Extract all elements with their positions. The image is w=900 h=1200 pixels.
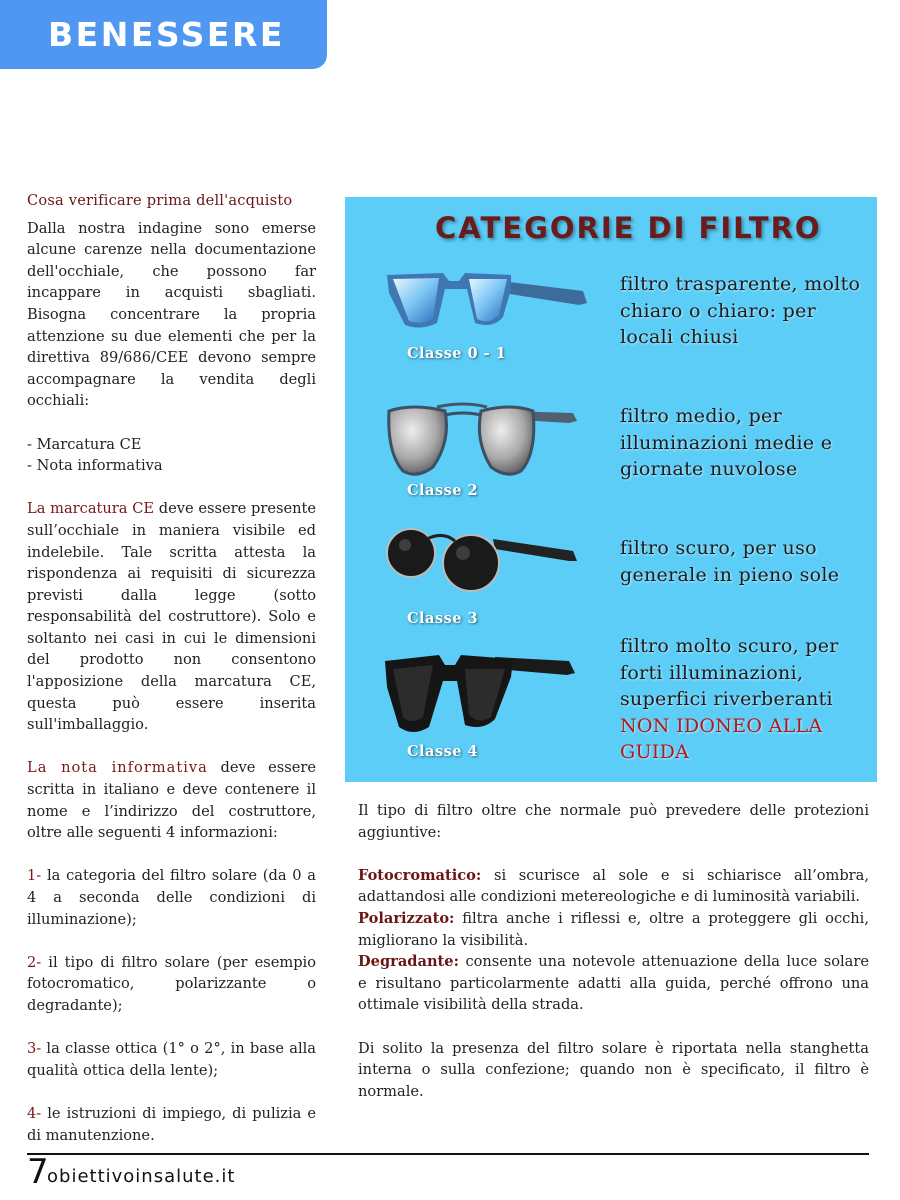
site-name: obiettivoinsalute.it xyxy=(47,1166,236,1187)
filters-outro: Di solito la presenza del filtro solare è riportata nella stanghetta interna o sulla confezione; quando non è specificato, il filtro è normale. xyxy=(358,1039,869,1100)
nota-paragraph xyxy=(27,757,316,843)
left-column xyxy=(27,190,316,1146)
filters-intro: Il tipo di filtro oltre che normale può prevedere delle protezioni aggiuntive: xyxy=(358,802,869,841)
class-description: filtro trasparente, molto chiaro o chiaro: per locali chiusi xyxy=(620,273,861,348)
box-title: CATEGORIE DI FILTRO xyxy=(435,211,822,245)
info-number: 1- xyxy=(27,867,42,885)
sunglasses-aviator-icon xyxy=(383,397,583,487)
section-heading: Cosa verificare prima dell'acquisto xyxy=(27,192,293,209)
filter-gradient xyxy=(358,951,869,1016)
info-item-1 xyxy=(27,865,316,930)
info-text: la classe ottica (1° o 2°, in base alla qualità ottica della lente); xyxy=(27,1040,316,1079)
sunglasses-clear-icon xyxy=(383,267,593,347)
filter-text: consente una notevole attenuazione della luce solare e risultano particolarmente adatti alla guida, perché offrono una ottimale visibilità della strada. xyxy=(358,953,869,1014)
section-banner: BENESSERE xyxy=(0,0,327,69)
nota-text: deve essere scritta in italiano e deve contenere il nome e l’indirizzo del costruttore, oltre alle seguenti 4 informazioni: xyxy=(27,759,316,842)
ce-paragraph xyxy=(27,498,316,736)
info-item-2 xyxy=(27,952,316,1017)
info-number: 4- xyxy=(27,1104,42,1122)
class-label: Classe 2 xyxy=(407,482,479,499)
filter-name: Polarizzato: xyxy=(358,909,455,927)
ce-text: deve essere presente sull’occhiale in maniera visibile ed indelebile. Tale scritta attesta la rispondenza ai requisiti di sicurezza previsti dalla legge (sotto responsabilità del costruttore). Solo e soltanto nei casi in cui le dimensioni del prodotto non consentono l'apposizione della marcatura CE, questa può essere inserita sull'imballaggio. xyxy=(27,500,316,734)
class-label: Classe 4 xyxy=(407,743,479,760)
intro-paragraph: Dalla nostra indagine sono emerse alcune carenze nella documentazione dell'occhiale, che possono far incappare in acquisti sbagliati. Bisogna concentrare la propria attenzione su due elementi che per la direttiva 89/686/CEE devono sempre accompagnare la vendita degli occhiali: xyxy=(27,219,316,410)
nota-lead: La nota informativa xyxy=(27,759,208,777)
class-description: filtro scuro, per uso generale in pieno sole xyxy=(620,537,840,586)
info-number: 3- xyxy=(27,1040,42,1058)
filter-text: filtra anche i riflessi e, oltre a proteggere gli occhi, migliorano la visibilità. xyxy=(358,909,869,949)
filter-polarized xyxy=(358,908,869,951)
class-description: filtro medio, per illuminazioni medie e giornate nuvolose xyxy=(620,405,833,480)
filter-categories-box xyxy=(345,197,877,782)
info-text: il tipo di filtro solare (per esempio fotocromatico, polarizzante o degradante); xyxy=(27,953,316,1014)
info-text: le istruzioni di impiego, di pulizia e di manutenzione. xyxy=(27,1104,316,1144)
filter-name: Fotocromatico: xyxy=(358,866,482,884)
filter-text: si scurisce al sole e si schiarisce all’ombra, adattandosi alle condizioni metereologiche e di luminosità variabili. xyxy=(358,866,869,906)
sunglasses-dark-icon xyxy=(383,647,583,747)
class-description-text: filtro molto scuro, per forti illuminazioni, superfici riverberanti xyxy=(620,635,839,710)
right-text-block xyxy=(358,800,869,1102)
page-number: 7 xyxy=(27,1152,49,1192)
class-label: Classe 3 xyxy=(407,610,479,627)
filter-name: Degradante: xyxy=(358,953,459,971)
info-item-4 xyxy=(27,1103,316,1146)
list-item-ce: - Marcatura CE xyxy=(27,435,142,453)
info-item-3 xyxy=(27,1038,316,1081)
info-text: la categoria del filtro solare (da 0 a 4 a seconda delle condizioni di illuminazione); xyxy=(27,867,316,928)
filter-photochromic xyxy=(358,865,869,908)
warning-text: NON IDONEO ALLA GUIDA xyxy=(620,714,823,763)
sunglasses-round-icon xyxy=(383,521,583,611)
info-number: 2- xyxy=(27,953,42,971)
class-label: Classe 0 - 1 xyxy=(407,345,507,362)
list-item-nota: - Nota informativa xyxy=(27,457,163,475)
class-description xyxy=(620,633,872,766)
ce-lead: La marcatura CE xyxy=(27,500,155,518)
footer-rule xyxy=(27,1153,869,1155)
